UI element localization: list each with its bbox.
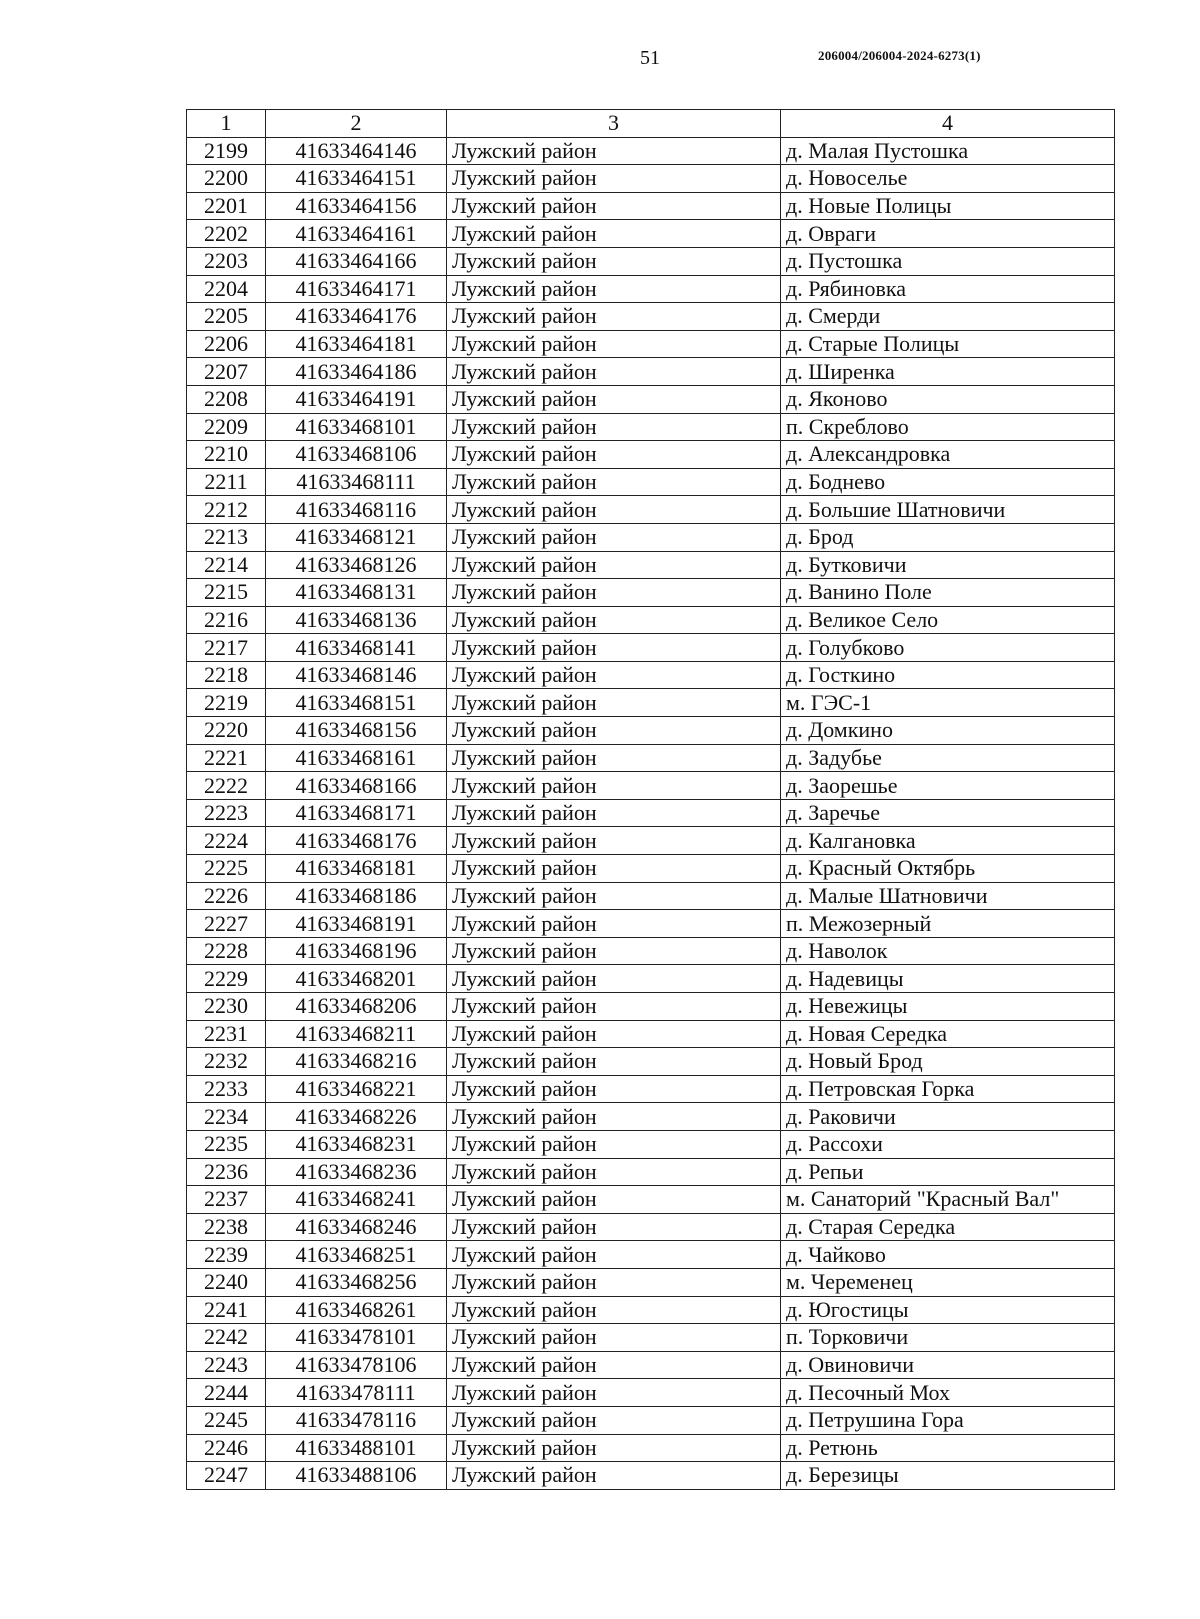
oktmo-code: 41633468201 [266, 965, 447, 993]
oktmo-code: 41633468166 [266, 772, 447, 800]
oktmo-code: 41633478116 [266, 1406, 447, 1434]
settlement-name: м. Черемeнец [781, 1268, 1115, 1296]
table-row [187, 1351, 1115, 1379]
oktmo-code: 41633464161 [266, 220, 447, 248]
oktmo-code: 41633468241 [266, 1186, 447, 1214]
oktmo-code: 41633468111 [266, 468, 447, 496]
row-number: 2244 [187, 1379, 266, 1407]
district-name: Лужский район [447, 882, 781, 910]
settlement-name: д. Брод [781, 523, 1115, 551]
district-name: Лужский район [447, 496, 781, 524]
table-row [187, 1406, 1115, 1434]
oktmo-code: 41633468121 [266, 523, 447, 551]
table-row [187, 937, 1115, 965]
row-number: 2201 [187, 192, 266, 220]
row-number: 2224 [187, 827, 266, 855]
row-number: 2235 [187, 1130, 266, 1158]
oktmo-code: 41633468161 [266, 744, 447, 772]
oktmo-code: 41633468261 [266, 1296, 447, 1324]
table-row [187, 1186, 1115, 1214]
district-name: Лужский район [447, 413, 781, 441]
district-name: Лужский район [447, 275, 781, 303]
table-row [187, 358, 1115, 386]
oktmo-code: 41633468221 [266, 1075, 447, 1103]
row-number: 2209 [187, 413, 266, 441]
district-name: Лужский район [447, 965, 781, 993]
oktmo-code: 41633464171 [266, 275, 447, 303]
settlement-name: д. Петровская Горка [781, 1075, 1115, 1103]
district-name: Лужский район [447, 220, 781, 248]
settlement-name: д. Березицы [781, 1462, 1115, 1490]
row-number: 2240 [187, 1268, 266, 1296]
table-row [187, 606, 1115, 634]
row-number: 2200 [187, 165, 266, 193]
oktmo-code: 41633468171 [266, 799, 447, 827]
oktmo-code: 41633468106 [266, 441, 447, 469]
table-row [187, 1324, 1115, 1352]
row-number: 2233 [187, 1075, 266, 1103]
settlement-name: д. Репьи [781, 1158, 1115, 1186]
table-row [187, 303, 1115, 331]
table-row [187, 247, 1115, 275]
settlement-name: д. Петрушина Гора [781, 1406, 1115, 1434]
settlement-name: д. Новая Середка [781, 1020, 1115, 1048]
settlement-name: д. Новоселье [781, 165, 1115, 193]
district-name: Лужский район [447, 1130, 781, 1158]
oktmo-code: 41633464156 [266, 192, 447, 220]
settlement-name: п. Скреблово [781, 413, 1115, 441]
settlement-name: д. Смерди [781, 303, 1115, 331]
row-number: 2205 [187, 303, 266, 331]
oktmo-code: 41633464191 [266, 385, 447, 413]
settlement-name: д. Невежицы [781, 993, 1115, 1021]
table-row [187, 220, 1115, 248]
district-name: Лужский район [447, 1048, 781, 1076]
oktmo-code: 41633468256 [266, 1268, 447, 1296]
row-number: 2228 [187, 937, 266, 965]
table-row [187, 1462, 1115, 1490]
district-name: Лужский район [447, 689, 781, 717]
oktmo-code: 41633468156 [266, 717, 447, 745]
settlement-name: м. ГЭС-1 [781, 689, 1115, 717]
table-row [187, 1268, 1115, 1296]
settlement-name: д. Голубково [781, 634, 1115, 662]
table-row [187, 192, 1115, 220]
settlement-name: д. Калгановка [781, 827, 1115, 855]
row-number: 2236 [187, 1158, 266, 1186]
district-name: Лужский район [447, 1462, 781, 1490]
table-row [187, 137, 1115, 165]
settlement-name: д. Малая Пустошка [781, 137, 1115, 165]
district-name: Лужский район [447, 330, 781, 358]
district-name: Лужский район [447, 1213, 781, 1241]
page-number: 51 [640, 47, 660, 69]
oktmo-code: 41633478106 [266, 1351, 447, 1379]
table-row [187, 689, 1115, 717]
settlement-name: д. Ретюнь [781, 1434, 1115, 1462]
district-name: Лужский район [447, 661, 781, 689]
settlement-name: д. Красный Октябрь [781, 855, 1115, 883]
row-number: 2202 [187, 220, 266, 248]
table-row [187, 551, 1115, 579]
table-row [187, 1296, 1115, 1324]
table-row [187, 579, 1115, 607]
table-row [187, 1379, 1115, 1407]
settlement-name: д. Заречье [781, 799, 1115, 827]
district-name: Лужский район [447, 137, 781, 165]
oktmo-code: 41633468236 [266, 1158, 447, 1186]
district-name: Лужский район [447, 385, 781, 413]
district-name: Лужский район [447, 303, 781, 331]
district-name: Лужский район [447, 993, 781, 1021]
district-name: Лужский район [447, 523, 781, 551]
row-number: 2217 [187, 634, 266, 662]
row-number: 2216 [187, 606, 266, 634]
settlement-name: д. Наволок [781, 937, 1115, 965]
district-name: Лужский район [447, 744, 781, 772]
table-row [187, 275, 1115, 303]
table-row [187, 496, 1115, 524]
table-row [187, 910, 1115, 938]
district-name: Лужский район [447, 717, 781, 745]
row-number: 2212 [187, 496, 266, 524]
district-name: Лужский район [447, 1158, 781, 1186]
oktmo-code: 41633464176 [266, 303, 447, 331]
district-name: Лужский район [447, 1075, 781, 1103]
settlement-name: д. Домкино [781, 717, 1115, 745]
settlement-name: д. Пустошка [781, 247, 1115, 275]
settlement-name: д. Боднево [781, 468, 1115, 496]
oktmo-code: 41633468251 [266, 1241, 447, 1269]
settlement-name: д. Ванино Поле [781, 579, 1115, 607]
oktmo-code: 41633464186 [266, 358, 447, 386]
settlement-name: д. Овраги [781, 220, 1115, 248]
column-header-1: 1 [187, 110, 266, 138]
row-number: 2239 [187, 1241, 266, 1269]
settlement-name: д. Ширенка [781, 358, 1115, 386]
settlement-name: д. Новый Брод [781, 1048, 1115, 1076]
row-number: 2237 [187, 1186, 266, 1214]
district-name: Лужский район [447, 1103, 781, 1131]
table-row [187, 661, 1115, 689]
settlement-name: д. Александровка [781, 441, 1115, 469]
settlement-name: д. Раковичи [781, 1103, 1115, 1131]
row-number: 2232 [187, 1048, 266, 1076]
column-header-4: 4 [781, 110, 1115, 138]
oktmo-code: 41633468246 [266, 1213, 447, 1241]
oktmo-code: 41633468126 [266, 551, 447, 579]
table-row [187, 1241, 1115, 1269]
table-row [187, 827, 1115, 855]
settlement-name: д. Большие Шатновичи [781, 496, 1115, 524]
district-name: Лужский район [447, 551, 781, 579]
table-row [187, 855, 1115, 883]
table-row [187, 799, 1115, 827]
oktmo-code: 41633464146 [266, 137, 447, 165]
table-row [187, 1434, 1115, 1462]
row-number: 2213 [187, 523, 266, 551]
oktmo-code: 41633468226 [266, 1103, 447, 1131]
table-row [187, 413, 1115, 441]
table-row [187, 772, 1115, 800]
oktmo-code: 41633478111 [266, 1379, 447, 1407]
oktmo-code: 41633468186 [266, 882, 447, 910]
oktmo-code: 41633468191 [266, 910, 447, 938]
oktmo-code: 41633468206 [266, 993, 447, 1021]
table-row [187, 385, 1115, 413]
district-name: Лужский район [447, 165, 781, 193]
table-row [187, 1130, 1115, 1158]
oktmo-code: 41633468211 [266, 1020, 447, 1048]
settlement-name: д. Надевицы [781, 965, 1115, 993]
settlement-name: д. Малые Шатновичи [781, 882, 1115, 910]
table-row [187, 965, 1115, 993]
row-number: 2220 [187, 717, 266, 745]
table-row [187, 165, 1115, 193]
settlement-name: д. Заорешье [781, 772, 1115, 800]
row-number: 2230 [187, 993, 266, 1021]
district-name: Лужский район [447, 855, 781, 883]
oktmo-code: 41633468131 [266, 579, 447, 607]
settlement-name: д. Яконово [781, 385, 1115, 413]
oktmo-code: 41633468196 [266, 937, 447, 965]
document-id: 206004/206004-2024-6273(1) [818, 48, 981, 63]
district-name: Лужский район [447, 1324, 781, 1352]
district-name: Лужский район [447, 827, 781, 855]
row-number: 2241 [187, 1296, 266, 1324]
row-number: 2203 [187, 247, 266, 275]
district-name: Лужский район [447, 1186, 781, 1214]
table-row [187, 523, 1115, 551]
settlement-name: д. Чайково [781, 1241, 1115, 1269]
oktmo-code: 41633488101 [266, 1434, 447, 1462]
row-number: 2219 [187, 689, 266, 717]
district-name: Лужский район [447, 441, 781, 469]
table-row [187, 993, 1115, 1021]
row-number: 2227 [187, 910, 266, 938]
district-name: Лужский район [447, 799, 781, 827]
settlement-name: д. Овиновичи [781, 1351, 1115, 1379]
oktmo-code: 41633468181 [266, 855, 447, 883]
table-row [187, 1213, 1115, 1241]
district-name: Лужский район [447, 1020, 781, 1048]
row-number: 2222 [187, 772, 266, 800]
table-row [187, 744, 1115, 772]
district-name: Лужский район [447, 606, 781, 634]
table-row [187, 634, 1115, 662]
table-row [187, 1048, 1115, 1076]
oktmo-code: 41633464166 [266, 247, 447, 275]
district-name: Лужский район [447, 468, 781, 496]
settlement-name: д. Старая Середка [781, 1213, 1115, 1241]
row-number: 2210 [187, 441, 266, 469]
table-header-row [187, 110, 1115, 138]
district-name: Лужский район [447, 910, 781, 938]
oktmo-code: 41633468146 [266, 661, 447, 689]
row-number: 2199 [187, 137, 266, 165]
district-name: Лужский район [447, 634, 781, 662]
district-name: Лужский район [447, 1241, 781, 1269]
settlement-name: д. Бутковичи [781, 551, 1115, 579]
table-row [187, 882, 1115, 910]
row-number: 2221 [187, 744, 266, 772]
row-number: 2214 [187, 551, 266, 579]
settlement-name: м. Санаторий "Красный Вал" [781, 1186, 1115, 1214]
district-name: Лужский район [447, 1406, 781, 1434]
table-row [187, 441, 1115, 469]
table-row [187, 1020, 1115, 1048]
settlement-name: д. Новые Полицы [781, 192, 1115, 220]
oktmo-code: 41633468136 [266, 606, 447, 634]
district-name: Лужский район [447, 579, 781, 607]
row-number: 2234 [187, 1103, 266, 1131]
row-number: 2246 [187, 1434, 266, 1462]
row-number: 2204 [187, 275, 266, 303]
table-row [187, 468, 1115, 496]
registry-table [186, 109, 1115, 1490]
row-number: 2238 [187, 1213, 266, 1241]
row-number: 2206 [187, 330, 266, 358]
row-number: 2242 [187, 1324, 266, 1352]
row-number: 2207 [187, 358, 266, 386]
row-number: 2245 [187, 1406, 266, 1434]
table-row [187, 1158, 1115, 1186]
oktmo-code: 41633468101 [266, 413, 447, 441]
settlement-name: д. Песочный Мох [781, 1379, 1115, 1407]
row-number: 2223 [187, 799, 266, 827]
table-row [187, 717, 1115, 745]
settlement-name: п. Межозерный [781, 910, 1115, 938]
oktmo-code: 41633468176 [266, 827, 447, 855]
column-header-2: 2 [266, 110, 447, 138]
oktmo-code: 41633478101 [266, 1324, 447, 1352]
district-name: Лужский район [447, 1434, 781, 1462]
settlement-name: д. Задубье [781, 744, 1115, 772]
oktmo-code: 41633468116 [266, 496, 447, 524]
oktmo-code: 41633468231 [266, 1130, 447, 1158]
table-body [187, 137, 1115, 1489]
column-header-3: 3 [447, 110, 781, 138]
row-number: 2225 [187, 855, 266, 883]
row-number: 2226 [187, 882, 266, 910]
district-name: Лужский район [447, 1268, 781, 1296]
district-name: Лужский район [447, 772, 781, 800]
row-number: 2215 [187, 579, 266, 607]
row-number: 2208 [187, 385, 266, 413]
row-number: 2231 [187, 1020, 266, 1048]
settlement-name: д. Югостицы [781, 1296, 1115, 1324]
settlement-name: п. Торковичи [781, 1324, 1115, 1352]
district-name: Лужский район [447, 937, 781, 965]
row-number: 2229 [187, 965, 266, 993]
table-row [187, 330, 1115, 358]
table-row [187, 1075, 1115, 1103]
district-name: Лужский район [447, 358, 781, 386]
district-name: Лужский район [447, 1379, 781, 1407]
settlement-name: д. Госткино [781, 661, 1115, 689]
oktmo-code: 41633488106 [266, 1462, 447, 1490]
row-number: 2247 [187, 1462, 266, 1490]
row-number: 2211 [187, 468, 266, 496]
oktmo-code: 41633468216 [266, 1048, 447, 1076]
row-number: 2243 [187, 1351, 266, 1379]
oktmo-code: 41633468151 [266, 689, 447, 717]
oktmo-code: 41633464151 [266, 165, 447, 193]
row-number: 2218 [187, 661, 266, 689]
oktmo-code: 41633464181 [266, 330, 447, 358]
settlement-name: д. Рябиновка [781, 275, 1115, 303]
settlement-name: д. Старые Полицы [781, 330, 1115, 358]
district-name: Лужский район [447, 247, 781, 275]
oktmo-code: 41633468141 [266, 634, 447, 662]
table-row [187, 1103, 1115, 1131]
district-name: Лужский район [447, 1351, 781, 1379]
district-name: Лужский район [447, 1296, 781, 1324]
settlement-name: д. Рассохи [781, 1130, 1115, 1158]
settlement-name: д. Великое Село [781, 606, 1115, 634]
district-name: Лужский район [447, 192, 781, 220]
